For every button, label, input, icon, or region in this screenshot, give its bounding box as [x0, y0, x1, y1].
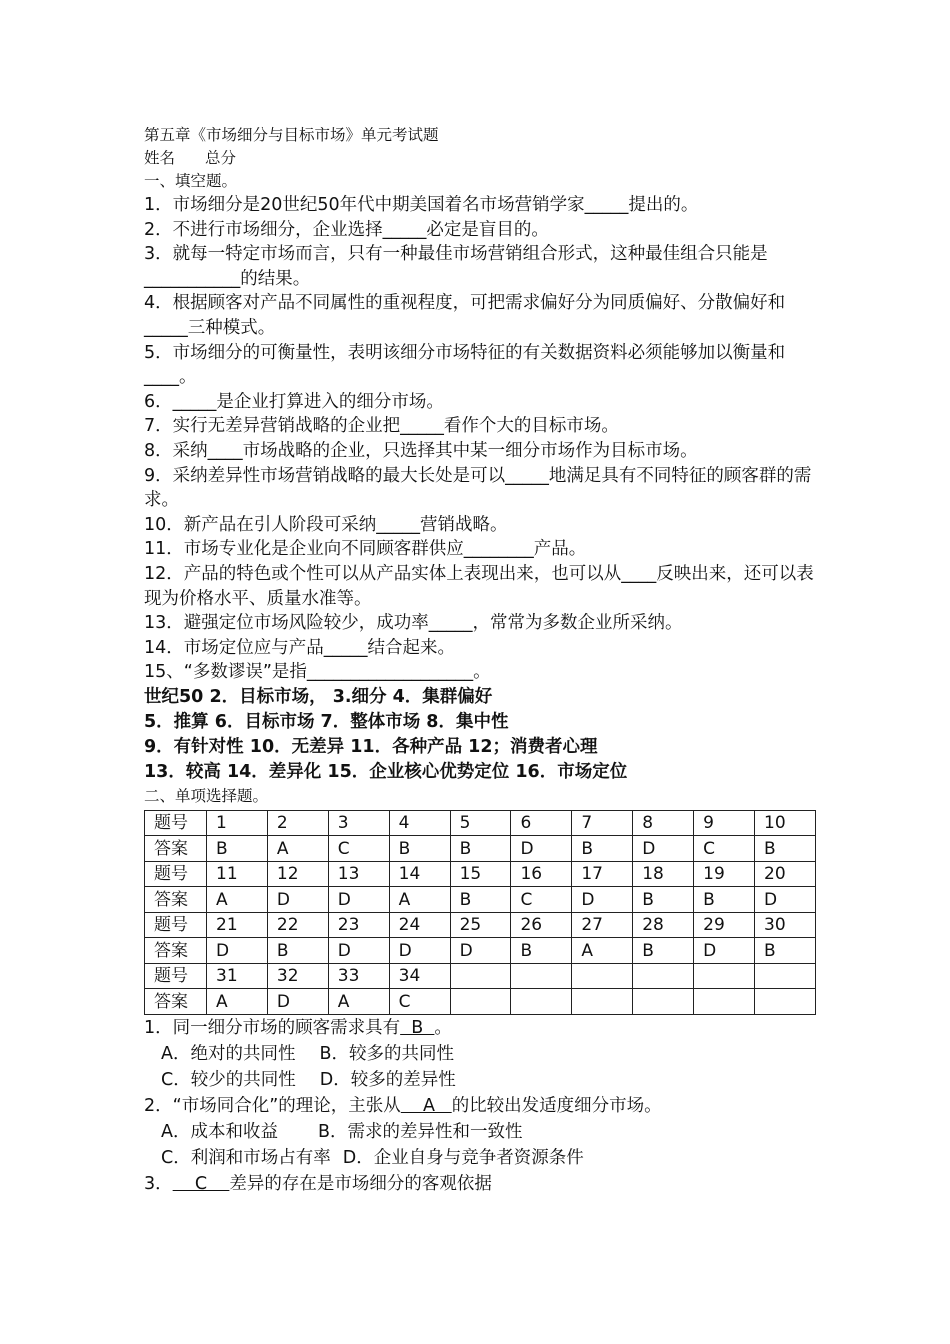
table-cell: 26 [511, 912, 572, 938]
table-cell: 20 [755, 861, 816, 887]
table-cell [450, 989, 511, 1015]
table-cell [511, 989, 572, 1015]
question-text-end: 差异的存在是市场细分的客观依据 [229, 1173, 492, 1194]
table-cell [633, 963, 694, 989]
choice-question [144, 1093, 816, 1119]
table-cell: B [267, 938, 328, 964]
fill-question: 10．新产品在引人阶段可采纳_____营销战略。 [144, 514, 508, 535]
section-fill-heading: 一、填空题。 [144, 172, 238, 190]
table-cell: 34 [389, 963, 450, 989]
table-cell: 2 [267, 810, 328, 836]
fill-question: 6．_____是企业打算进入的细分市场。 [144, 391, 444, 412]
choice-question [144, 1171, 816, 1197]
table-cell [694, 989, 755, 1015]
table-cell: C [328, 836, 389, 862]
table-cell [511, 963, 572, 989]
table-cell: 10 [755, 810, 816, 836]
section-choice-heading: 二、单项选择题。 [144, 786, 269, 805]
name-label: 姓名 [144, 149, 176, 167]
table-cell: 13 [328, 861, 389, 887]
table-cell: A [389, 887, 450, 913]
table-row [145, 887, 816, 913]
table-cell: B [755, 836, 816, 862]
option: C．利润和市场占有率 [161, 1147, 331, 1168]
table-cell: D [450, 938, 511, 964]
table-cell: D [755, 887, 816, 913]
choice-question-list [144, 1015, 816, 1197]
table-row-header: 题号 [145, 912, 207, 938]
table-cell [633, 989, 694, 1015]
option: D．企业自身与竞争者资源条件 [342, 1147, 584, 1168]
table-row [145, 989, 816, 1015]
table-cell: B [633, 887, 694, 913]
table-cell: 17 [572, 861, 633, 887]
table-cell: D [267, 989, 328, 1015]
question-text: 3． [144, 1173, 173, 1194]
table-cell: 1 [207, 810, 268, 836]
table-cell: B [389, 836, 450, 862]
table-cell: D [207, 938, 268, 964]
table-cell: D [694, 938, 755, 964]
table-cell: B [572, 836, 633, 862]
table-cell: 9 [694, 810, 755, 836]
table-row [145, 810, 816, 836]
fill-answer-line: 世纪50 2．目标市场， 3.细分 4．集群偏好 [144, 686, 493, 707]
exam-title: 第五章《市场细分与目标市场》单元考试题 [144, 126, 439, 144]
fill-question: 2．不进行市场细分，企业选择_____必定是盲目的。 [144, 219, 549, 240]
fill-question: 1．市场细分是20世纪50年代中期美国着名市场营销学家_____提出的。 [144, 195, 699, 215]
table-cell: C [389, 989, 450, 1015]
fill-answer-line: 13．较高 14．差异化 15．企业核心优势定位 16．市场定位 [144, 761, 628, 782]
table-cell: D [511, 836, 572, 862]
table-cell: 28 [633, 912, 694, 938]
question-text-end: 。 [434, 1017, 452, 1038]
table-cell: B [633, 938, 694, 964]
option-row [144, 1119, 816, 1145]
table-cell: 25 [450, 912, 511, 938]
fill-question: 3．就每一特定市场而言，只有一种最佳市场营销组合形式，这种最佳组合只能是___________的结果。 [144, 244, 768, 289]
option: B．需求的差异性和一致性 [317, 1121, 523, 1142]
table-cell: A [572, 938, 633, 964]
table-cell: B [207, 836, 268, 862]
table-cell: 8 [633, 810, 694, 836]
table-row [145, 836, 816, 862]
table-cell: D [572, 887, 633, 913]
table-cell: D [328, 887, 389, 913]
table-cell: 24 [389, 912, 450, 938]
table-cell: B [450, 887, 511, 913]
option: A．绝对的共同性 [161, 1043, 296, 1064]
table-cell: A [328, 989, 389, 1015]
table-row-header: 题号 [145, 861, 207, 887]
table-cell: 33 [328, 963, 389, 989]
fill-question: 12．产品的特色或个性可以从产品实体上表现出来，也可以从____反映出来，还可以表现为价格水平、质量水准等。 [144, 563, 814, 609]
table-cell [694, 963, 755, 989]
table-cell: 14 [389, 861, 450, 887]
table-cell: 32 [267, 963, 328, 989]
table-cell: 6 [511, 810, 572, 836]
table-cell: 3 [328, 810, 389, 836]
option: D．较多的差异性 [319, 1069, 456, 1090]
option-row [144, 1067, 816, 1093]
table-cell: D [328, 938, 389, 964]
fill-question: 13．避强定位市场风险较少，成功率_____，常常为多数企业所采纳。 [144, 613, 683, 634]
table-cell: A [207, 887, 268, 913]
table-cell: 7 [572, 810, 633, 836]
table-cell: C [694, 836, 755, 862]
table-cell: 21 [207, 912, 268, 938]
table-cell: 29 [694, 912, 755, 938]
table-cell: C [511, 887, 572, 913]
exam-page [144, 124, 816, 1197]
fill-question: 11．市场专业化是企业向不同顾客群供应________产品。 [144, 539, 587, 560]
fill-answer-line: 9．有针对性 10．无差异 11．各种产品 12；消费者心理 [144, 736, 598, 757]
option: C．较少的共同性 [161, 1069, 296, 1090]
fill-question: 4．根据顾客对产品不同属性的重视程度，可把需求偏好分为同质偏好、分散偏好和_____三种模式。 [144, 293, 786, 338]
table-cell: B [694, 887, 755, 913]
table-cell: 27 [572, 912, 633, 938]
table-cell: 31 [207, 963, 268, 989]
table-row-header: 答案 [145, 938, 207, 964]
answer-blank: C [172, 1173, 230, 1194]
table-cell: 5 [450, 810, 511, 836]
table-cell: D [267, 887, 328, 913]
fill-answer-list [144, 685, 816, 785]
fill-question-list [144, 193, 816, 685]
table-cell: 4 [389, 810, 450, 836]
table-row-header: 题号 [145, 810, 207, 836]
option: B．较多的共同性 [319, 1043, 454, 1064]
fill-question: 5．市场细分的可衡量性，表明该细分市场特征的有关数据资料必须能够加以衡量和____。 [144, 342, 786, 388]
table-cell: B [450, 836, 511, 862]
table-cell: 19 [694, 861, 755, 887]
choice-question [144, 1015, 816, 1041]
table-cell [572, 963, 633, 989]
table-cell [755, 989, 816, 1015]
table-cell: 30 [755, 912, 816, 938]
option-row [144, 1145, 816, 1171]
table-cell: 16 [511, 861, 572, 887]
question-text: 1．同一细分市场的顾客需求具有 [144, 1017, 401, 1038]
fill-question: 14．市场定位应与产品_____结合起来。 [144, 637, 456, 658]
table-row-header: 答案 [145, 887, 207, 913]
table-cell: 23 [328, 912, 389, 938]
table-cell [755, 963, 816, 989]
table-row [145, 912, 816, 938]
table-cell [572, 989, 633, 1015]
name-score-line [144, 147, 816, 170]
table-row-header: 答案 [145, 989, 207, 1015]
answer-blank: B [400, 1017, 435, 1038]
table-cell: D [389, 938, 450, 964]
answer-blank: A [400, 1095, 452, 1116]
table-cell: D [633, 836, 694, 862]
table-cell: 12 [267, 861, 328, 887]
table-row [145, 938, 816, 964]
answer-table [144, 810, 816, 1015]
question-text-end: 的比较出发适度细分市场。 [451, 1095, 662, 1116]
table-cell: A [267, 836, 328, 862]
table-row-header: 题号 [145, 963, 207, 989]
table-row-header: 答案 [145, 836, 207, 862]
table-row [145, 861, 816, 887]
question-text: 2．“市场同合化”的理论，主张从 [144, 1095, 401, 1116]
fill-question: 9．采纳差异性市场营销战略的最大长处是可以_____地满足具有不同特征的顾客群的需求。 [144, 465, 812, 511]
table-cell: 11 [207, 861, 268, 887]
table-cell: 18 [633, 861, 694, 887]
fill-question: 8．采纳____市场战略的企业，只选择其中某一细分市场作为目标市场。 [144, 440, 698, 461]
fill-answer-line: 5．推算 6．目标市场 7．整体市场 8．集中性 [144, 711, 509, 732]
option: A．成本和收益 [161, 1121, 278, 1142]
table-row [145, 963, 816, 989]
fill-question: 15、“多数谬误”是指___________________。 [144, 662, 491, 683]
table-cell: A [207, 989, 268, 1015]
option-row [144, 1041, 816, 1067]
table-cell: B [755, 938, 816, 964]
table-cell: B [511, 938, 572, 964]
table-cell: 15 [450, 861, 511, 887]
table-cell [450, 963, 511, 989]
table-cell: 22 [267, 912, 328, 938]
score-label: 总分 [205, 149, 237, 167]
fill-question: 7．实行无差异营销战略的企业把_____看作个大的目标市场。 [144, 416, 619, 437]
